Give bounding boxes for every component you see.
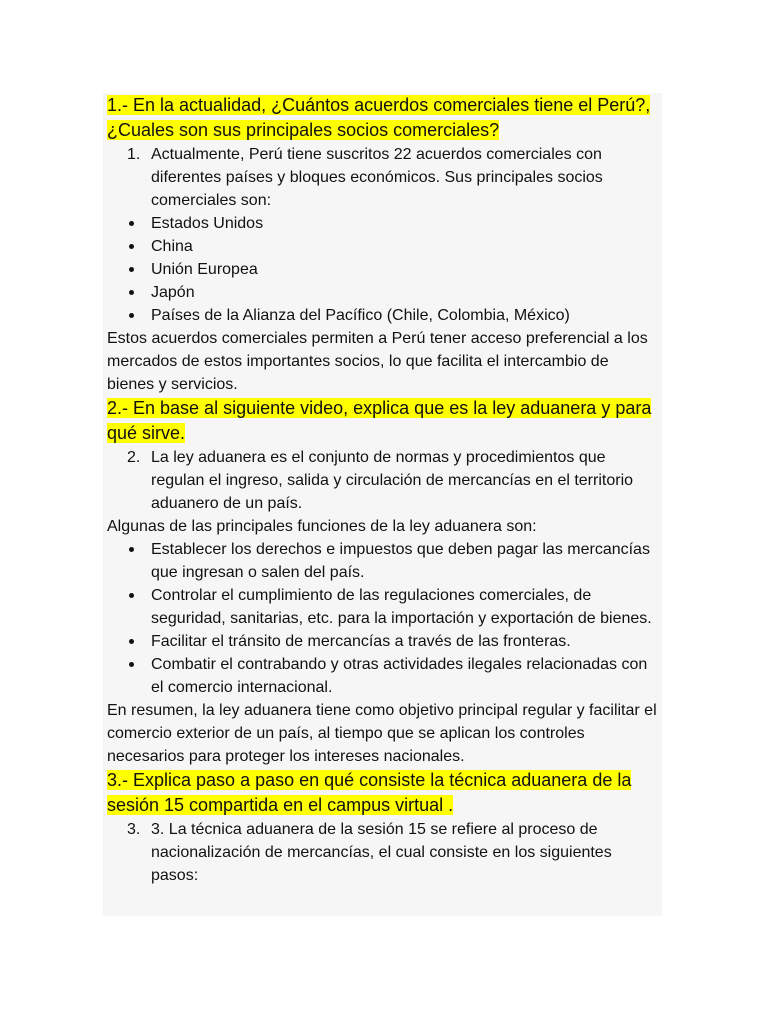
answer-1-text: Actualmente, Perú tiene suscritos 22 acuerdos comerciales con diferentes países y bloques económicos. Sus principales socios comerciales son: [151, 146, 603, 209]
answer-1-number: 1. [127, 146, 141, 163]
list-item [107, 630, 659, 653]
list-item [107, 653, 659, 699]
answer-2-item [107, 446, 659, 515]
bullet-icon [129, 639, 134, 644]
question-1-heading [107, 93, 659, 143]
partner-label: Unión Europea [151, 261, 258, 278]
partner-label: Estados Unidos [151, 215, 264, 232]
answer-3-text: 3. La técnica aduanera de la sesión 15 se refiere al proceso de nacionalización de mercancías, el cual consiste en los siguientes pasos: [151, 821, 612, 884]
functions-list [107, 538, 659, 699]
function-text: Establecer los derechos e impuestos que deben pagar las mercancías que ingresan o salen del país. [151, 541, 650, 581]
bullet-icon [129, 221, 134, 226]
list-item [107, 584, 659, 630]
list-item [107, 258, 659, 281]
list-item [107, 212, 659, 235]
bullet-icon [129, 593, 134, 598]
answer-2-closing: En resumen, la ley aduanera tiene como objetivo principal regular y facilitar el comercio exterior de un país, al tiempo que se aplican los controles necesarios para proteger los intereses nacionales. [107, 702, 657, 765]
question-2-heading [107, 396, 659, 446]
answer-1-closing: Estos acuerdos comerciales permiten a Perú tener acceso preferencial a los mercados de estos importantes socios, lo que facilita el intercambio de bienes y servicios. [107, 330, 648, 393]
answer-2-text: La ley aduanera es el conjunto de normas y procedimientos que regulan el ingreso, salida y circulación de mercancías en el territorio aduanero de un país. [151, 449, 634, 512]
bullet-icon [129, 244, 134, 249]
question-2-title-line2: qué sirve. [107, 423, 186, 443]
answer-3-item [107, 818, 659, 887]
question-1-title-line2: ¿Cuales son sus principales socios comerciales? [107, 120, 500, 140]
question-3-title-line1: 3.- Explica paso a paso en qué consiste la técnica aduanera de la [107, 770, 632, 790]
partner-label: Japón [151, 284, 195, 301]
document-body [103, 93, 662, 916]
bullet-icon [129, 662, 134, 667]
bullet-icon [129, 267, 134, 272]
bullet-icon [129, 313, 134, 318]
list-item [107, 235, 659, 258]
function-text: Combatir el contrabando y otras actividades ilegales relacionadas con el comercio internacional. [151, 656, 648, 696]
functions-intro: Algunas de las principales funciones de la ley aduanera son: [107, 518, 537, 535]
partner-label: Países de la Alianza del Pacífico (Chile, Colombia, México) [151, 307, 570, 324]
question-1-title-line1: 1.- En la actualidad, ¿Cuántos acuerdos comerciales tiene el Perú?, [107, 95, 651, 115]
answer-3-number: 3. [127, 821, 141, 838]
bullet-icon [129, 547, 134, 552]
list-item [107, 281, 659, 304]
answer-2-number: 2. [127, 449, 141, 466]
function-text: Facilitar el tránsito de mercancías a través de las fronteras. [151, 633, 571, 650]
question-3-title-line2: sesión 15 compartida en el campus virtual . [107, 795, 454, 815]
answer-1-item [107, 143, 659, 212]
list-item [107, 304, 659, 327]
partners-list [107, 212, 659, 327]
list-item [107, 538, 659, 584]
function-text: Controlar el cumplimiento de las regulaciones comerciales, de seguridad, sanitarias, etc. para la importación y exportación de bienes. [151, 587, 652, 627]
partner-label: China [151, 238, 193, 255]
question-3-heading [107, 768, 659, 818]
question-2-title-line1: 2.- En base al siguiente video, explica que es la ley aduanera y para [107, 398, 652, 418]
bullet-icon [129, 290, 134, 295]
